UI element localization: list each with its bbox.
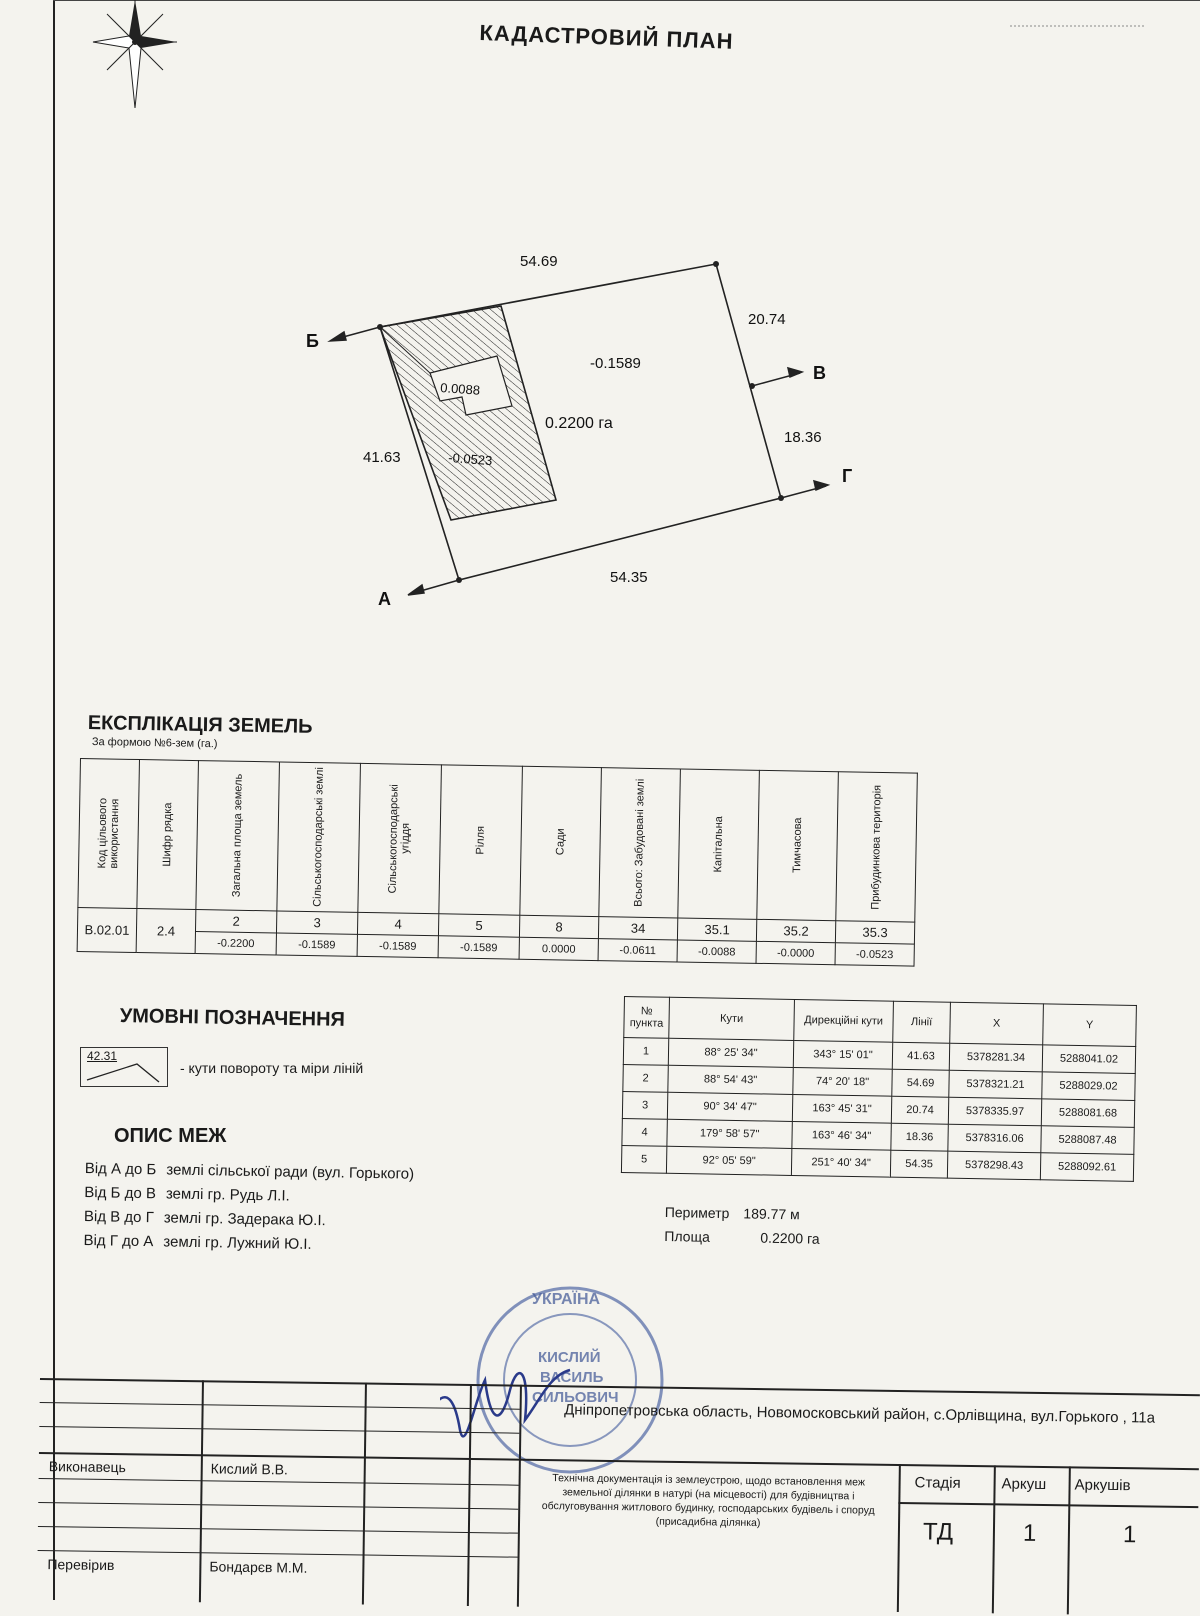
boundary-from: Від Б до В [84, 1183, 157, 1203]
cell: 5288041.02 [1042, 1045, 1135, 1074]
header-cell: Рілля [474, 825, 487, 855]
sheet-value: 1 [1022, 1519, 1037, 1547]
stamp-name2: ВАСИЛЬ [540, 1369, 604, 1386]
title-block [37, 1378, 1200, 1616]
perimeter-value: 189.77 м [743, 1205, 800, 1223]
cell: 343° 15' 01" [793, 1040, 892, 1069]
header-cell: Y [1043, 1004, 1137, 1047]
coordinates-table [621, 996, 1137, 1182]
value-cell: -0.0000 [756, 941, 835, 964]
cell: 5378321.21 [949, 1070, 1042, 1099]
boundary-desc: землі гр. Задерака Ю.І. [163, 1209, 326, 1230]
boundary-from: Від А до Б [84, 1159, 157, 1179]
column-number-cell: 35.3 [835, 921, 914, 944]
header-cell: Капітальна [712, 815, 726, 873]
legend-sample [80, 1047, 168, 1087]
cell: 54.35 [890, 1150, 947, 1178]
executor-label: Виконавець [48, 1458, 126, 1476]
header-cell: Код цільового використання [96, 798, 122, 869]
side-bottom-label: 54.35 [610, 569, 648, 586]
legend-description: - кути повороту та міри ліній [180, 1060, 364, 1076]
cell: 20.74 [891, 1096, 948, 1124]
cell: 163° 46' 34" [792, 1121, 891, 1150]
legend-sample-number: 42.31 [87, 1049, 118, 1063]
header-cell: Шифр рядка [161, 802, 175, 867]
location-text: Дніпропетровська область, Новомосковський район, с.Орлівщина, вул.Горького , 11а [564, 1401, 1156, 1427]
document-description: Технічна документація із землеустрою, щодо встановлення меж земельної ділянки в натурі (на місцевості) для будівництва і обслуговування житлового будинку, господарських будівель і споруд (присадибна ділянка) [541, 1472, 875, 1530]
area-value: 0.2200 га [760, 1229, 820, 1247]
header-cell: Кути [669, 997, 795, 1040]
header-cell: Загальна площа земель [230, 773, 245, 898]
boundaries-list [83, 1157, 414, 1259]
cell: 5 [621, 1145, 666, 1173]
area-main-label: 0.2200 га [545, 415, 613, 432]
value-cell: -0.0088 [677, 940, 756, 963]
explication-title: ЕКСПЛІКАЦІЯ ЗЕМЕЛЬ [87, 712, 313, 738]
column-number-cell: 5 [438, 914, 519, 937]
stamp-country: УКРАЇНА [532, 1291, 601, 1308]
side-top-label: 54.69 [520, 253, 558, 270]
cell: 5378298.43 [947, 1151, 1040, 1180]
value-cell: -0.0523 [835, 943, 914, 966]
header-cell: Прибудинкова територія [869, 784, 884, 910]
value-cell: 0.0000 [519, 937, 598, 960]
cell: 74° 20' 18" [793, 1067, 892, 1096]
angle-line-icon [81, 1048, 167, 1086]
header-cell: Сади [554, 827, 567, 855]
header-cell: Сільськогосподарські угіддя [386, 783, 412, 894]
cell: 5378281.34 [949, 1043, 1042, 1072]
column-number-cell: 2 [195, 910, 276, 933]
stamp-name1: КИСЛИЙ [538, 1349, 601, 1366]
area-label: Площа [664, 1227, 710, 1245]
header-cell: Дирекційні кути [794, 999, 894, 1042]
boundary-desc: землі сільської ради (вул. Горького) [166, 1161, 415, 1183]
explication-subtitle: За формою №6-зем (га.) [91, 736, 218, 751]
cell: 5378316.06 [948, 1124, 1041, 1153]
column-number-cell: 4 [357, 912, 438, 935]
cell: 3 [622, 1091, 667, 1119]
value-cell: -0.1589 [438, 936, 519, 959]
header-cell: № пункта [624, 997, 670, 1039]
cell: 18.36 [891, 1123, 948, 1151]
cell: 90° 34' 47" [667, 1092, 792, 1121]
checker-name: Бондарєв М.М. [209, 1558, 308, 1576]
header-cell: Всього: Забудовані землі [632, 778, 647, 907]
header-cell: Лінії [893, 1001, 951, 1043]
side-left-label: 41.63 [363, 449, 401, 466]
code-cell: В.02.01 [77, 907, 137, 952]
cell: 5288029.02 [1042, 1072, 1135, 1101]
value-cell: -0.0611 [598, 939, 677, 962]
boundary-from: Від В до Г [83, 1207, 154, 1227]
cell: 5288092.61 [1040, 1153, 1133, 1182]
cell: 88° 25' 34" [668, 1038, 793, 1067]
column-number-cell: 8 [519, 915, 598, 938]
point-b-label: Б [306, 331, 319, 351]
sheet-label: Аркуш [1001, 1475, 1047, 1494]
cell: 1 [623, 1038, 668, 1066]
column-number-cell: 35.1 [677, 918, 756, 941]
boundary-from: Від Г до А [83, 1231, 154, 1251]
cell: 54.69 [892, 1069, 949, 1097]
column-number-cell: 3 [276, 911, 357, 934]
side-right-lower-label: 18.36 [784, 429, 822, 446]
cell: 5288087.48 [1041, 1126, 1134, 1155]
cell: 41.63 [892, 1042, 949, 1070]
value-cell: -0.1589 [276, 933, 357, 956]
page-title: КАДАСТРОВИЙ ПЛАН [479, 20, 734, 54]
cell: 2 [623, 1064, 668, 1092]
stage-value: ТД [922, 1518, 954, 1546]
sheets-label: Аркушів [1074, 1476, 1131, 1495]
cell: 5378335.97 [948, 1097, 1041, 1126]
header-cell: X [950, 1002, 1044, 1045]
header-cell: Сільськогосподарські землі [311, 767, 326, 908]
area-building-label: 0.0088 [439, 380, 481, 398]
legend-title: УМОВНІ ПОЗНАЧЕННЯ [119, 1005, 346, 1031]
cell: 4 [622, 1118, 667, 1146]
perimeter-area-block [664, 1200, 820, 1251]
cell: 251° 40' 34" [791, 1148, 890, 1177]
point-v-label: В [813, 363, 826, 383]
executor-name: Кислий В.В. [210, 1460, 288, 1478]
column-number-cell: 35.2 [756, 919, 835, 942]
area-yard-label: -0.0523 [447, 450, 493, 469]
cell: 179° 58' 57" [667, 1119, 792, 1148]
cell: 92° 05' 59" [666, 1146, 791, 1175]
stage-label: Стадія [914, 1474, 961, 1492]
sheets-value: 1 [1122, 1521, 1137, 1549]
area-agri-label: -0.1589 [590, 355, 641, 372]
side-right-upper-label: 20.74 [748, 311, 786, 328]
explication-table [77, 758, 918, 967]
boundary-row [83, 1229, 413, 1259]
cell: 163° 45' 31" [792, 1094, 891, 1123]
boundary-desc: землі гр. Лужний Ю.І. [163, 1233, 312, 1253]
boundary-desc: землі гр. Рудь Л.І. [165, 1185, 290, 1205]
point-a-label: А [378, 589, 391, 609]
header-cell: Тимчасова [791, 817, 805, 874]
point-g-label: Г [842, 466, 853, 486]
value-cell: -0.1589 [357, 934, 438, 957]
column-number-cell: 34 [598, 917, 677, 940]
cell: 5288081.68 [1041, 1099, 1134, 1128]
cadastral-plan-drawing [0, 0, 1200, 640]
cell: 88° 54' 43" [668, 1065, 793, 1094]
boundaries-title: ОПИС МЕЖ [114, 1125, 227, 1147]
value-cell: -0.2200 [195, 932, 276, 955]
stamp-name3: СИЛЬОВИЧ [532, 1389, 619, 1406]
perimeter-label: Периметр [664, 1203, 730, 1222]
checker-label: Перевірив [47, 1556, 115, 1574]
row-code-cell: 2.4 [136, 909, 196, 954]
